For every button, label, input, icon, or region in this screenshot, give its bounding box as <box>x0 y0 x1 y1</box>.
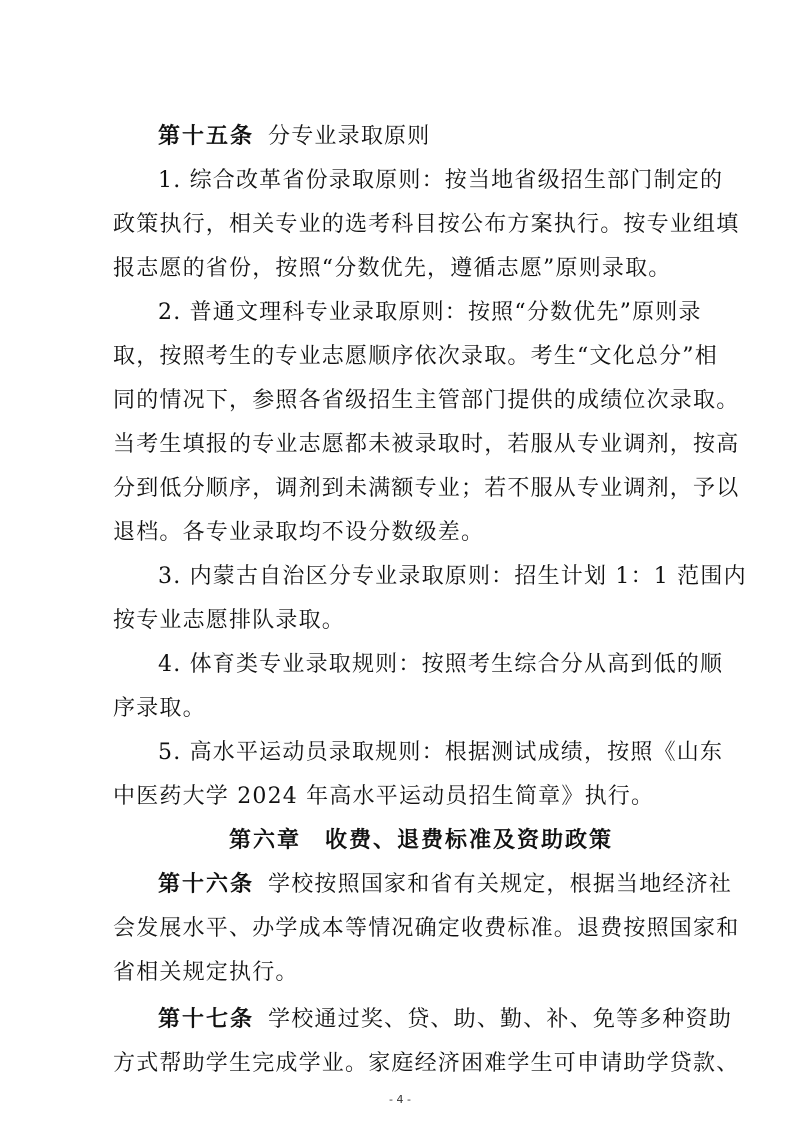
item-3-line-1: 3. 内蒙古自治区分专业录取原则：招生计划 1：1 范围内 <box>158 564 747 589</box>
article-17-line-1 <box>158 1005 733 1035</box>
item-2-line-6: 退档。各专业录取均不设分数级差。 <box>113 520 485 545</box>
article-17-line-2: 方式帮助学生完成学业。家庭经济困难学生可申请助学贷款、 <box>113 1051 740 1076</box>
article-17-label: 第十七条 <box>158 1007 255 1032</box>
article-15-title: 分专业录取原则 <box>268 124 431 149</box>
article-16-line-3: 省相关规定执行。 <box>113 960 299 985</box>
item-1-line-1: 1. 综合改革省份录取原则：按当地省级招生部门制定的 <box>158 168 724 193</box>
article-15-heading <box>158 122 686 152</box>
item-4-line-1: 4. 体育类专业录取规则：按照考生综合分从高到低的顺 <box>158 652 724 677</box>
page-number: - 4 - <box>389 1093 411 1106</box>
item-2-line-1: 2. 普通文理科专业录取原则：按照“分数优先”原则录 <box>158 300 702 325</box>
article-16-label: 第十六条 <box>158 872 255 897</box>
item-5-line-1: 5. 高水平运动员录取规则：根据测试成绩，按照《山东 <box>158 740 724 765</box>
item-2-line-3: 同的情况下，参照各省级招生主管部门提供的成绩位次录取。 <box>113 388 740 413</box>
item-2-line-5: 分到低分顺序，调剂到未满额专业；若不服从专业调剂，予以 <box>113 476 740 501</box>
item-1-line-3: 报志愿的省份，按照“分数优先，遵循志愿”原则录取。 <box>113 256 672 281</box>
article-16-text-1: 学校按照国家和省有关规定，根据当地经济社 <box>268 872 733 897</box>
item-1-line-2: 政策执行，相关专业的选考科目按公布方案执行。按专业组填 <box>113 212 740 237</box>
chapter-6-heading: 第六章 收费、退费标准及资助政策 <box>229 828 614 853</box>
item-2-line-4: 当考生填报的专业志愿都未被录取时，若服从专业调剂，按高 <box>113 432 740 457</box>
article-16-line-1 <box>158 870 733 900</box>
article-17-text-1: 学校通过奖、贷、助、勤、补、免等多种资助 <box>268 1007 733 1032</box>
item-5-line-2: 中医药大学 2024 年高水平运动员招生简章》执行。 <box>113 784 655 809</box>
article-15-label: 第十五条 <box>158 124 255 149</box>
item-4-line-2: 序录取。 <box>113 696 206 721</box>
article-16-line-2: 会发展水平、办学成本等情况确定收费标准。退费按照国家和 <box>113 916 740 941</box>
item-2-line-2: 取，按照考生的专业志愿顺序依次录取。考生“文化总分”相 <box>113 344 718 369</box>
item-3-line-2: 按专业志愿排队录取。 <box>113 608 346 633</box>
